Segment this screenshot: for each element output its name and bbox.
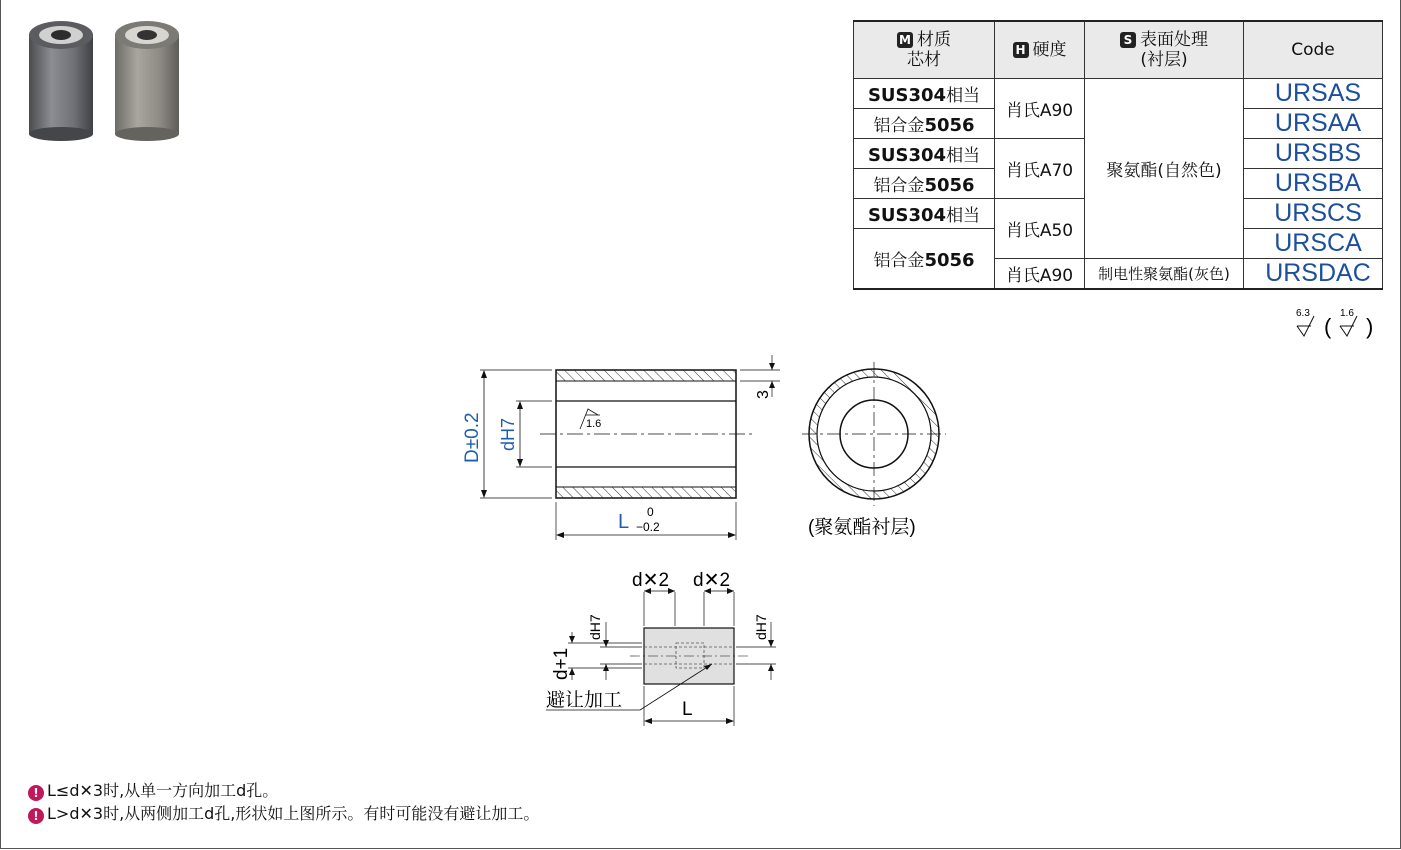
- section-label: (聚氨酯衬层): [808, 517, 916, 538]
- hardness-cell: 肖氏A50: [995, 199, 1085, 259]
- hardness-cell: 肖氏A70: [995, 139, 1085, 199]
- dim-L-label: L: [618, 511, 630, 533]
- code-link[interactable]: URSDAC: [1244, 259, 1383, 290]
- code-link[interactable]: URSAS: [1244, 79, 1383, 109]
- info-bulb-icon: !: [28, 785, 44, 801]
- dh7-right-label: dH7: [753, 614, 769, 640]
- tolerance-upper: 0: [647, 505, 654, 519]
- spec-table: [853, 20, 1383, 290]
- d-plus-1-label: d+1: [551, 647, 572, 680]
- material-cell: 铝合金5056: [854, 229, 995, 290]
- dx2-right-label: d✕2: [693, 570, 731, 591]
- bore-roughness-label: 1.6: [586, 418, 602, 430]
- header-surface: S 表面处理 (衬层): [1085, 21, 1244, 79]
- roughness-paren-close: ): [1366, 314, 1374, 339]
- dx2-left-label: d✕2: [632, 570, 670, 591]
- roughness-main-label: 6.3: [1296, 308, 1310, 319]
- relief-label: 避让加工: [546, 690, 623, 711]
- header-code: Code: [1244, 21, 1383, 79]
- info-bulb-icon: !: [28, 808, 44, 824]
- hardness-cell: 肖氏A90: [995, 259, 1085, 290]
- section-view: [802, 362, 946, 506]
- product-photo-aluminum: [114, 20, 180, 142]
- surface-roughness-symbol: [1290, 304, 1382, 340]
- material-cell: 铝合金5056: [854, 109, 995, 139]
- surface-badge-icon: S: [1120, 32, 1136, 48]
- table-row: [854, 79, 1383, 109]
- dh7-left-label: dH7: [587, 614, 603, 640]
- main-drawing: [440, 345, 960, 545]
- note-1: ! L≤d✕3时,从单一方向加工d孔。: [28, 778, 278, 801]
- code-link[interactable]: URSAA: [1244, 109, 1383, 139]
- note-2: ! L>d✕3时,从两侧加工d孔,形状如上图所示。有时可能没有避让加工。: [28, 801, 539, 824]
- code-link[interactable]: URSBS: [1244, 139, 1383, 169]
- hardness-cell: 肖氏A90: [995, 79, 1085, 139]
- code-link[interactable]: URSCS: [1244, 199, 1383, 229]
- material-cell: SUS304相当: [854, 199, 995, 229]
- tolerance-lower: −0.2: [636, 520, 660, 534]
- side-view: [540, 370, 752, 498]
- hardness-badge-icon: H: [1013, 42, 1029, 58]
- code-link[interactable]: URSCA: [1244, 229, 1383, 259]
- material-cell: SUS304相当: [854, 79, 995, 109]
- roughness-paren-open: (: [1324, 314, 1332, 339]
- roughness-paren-label: 1.6: [1340, 308, 1354, 319]
- dim-d-label: dH7: [498, 417, 518, 451]
- product-photo-stainless: [28, 20, 94, 142]
- surface-cell: 聚氨酯(自然色): [1085, 79, 1244, 259]
- dim-D-label: D±0.2: [462, 412, 483, 463]
- header-material: M 材质 芯材: [854, 21, 995, 79]
- dim-3-label: 3: [755, 390, 772, 399]
- material-badge-icon: M: [897, 32, 913, 48]
- relief-dim-L-label: L: [682, 699, 693, 720]
- code-link[interactable]: URSBA: [1244, 169, 1383, 199]
- material-cell: 铝合金5056: [854, 169, 995, 199]
- table-header-row: [854, 21, 1383, 79]
- material-cell: SUS304相当: [854, 139, 995, 169]
- header-hardness: H 硬度: [995, 21, 1085, 79]
- relief-drawing: [540, 562, 800, 728]
- surface-cell: 制电性聚氨酯(灰色): [1085, 259, 1244, 290]
